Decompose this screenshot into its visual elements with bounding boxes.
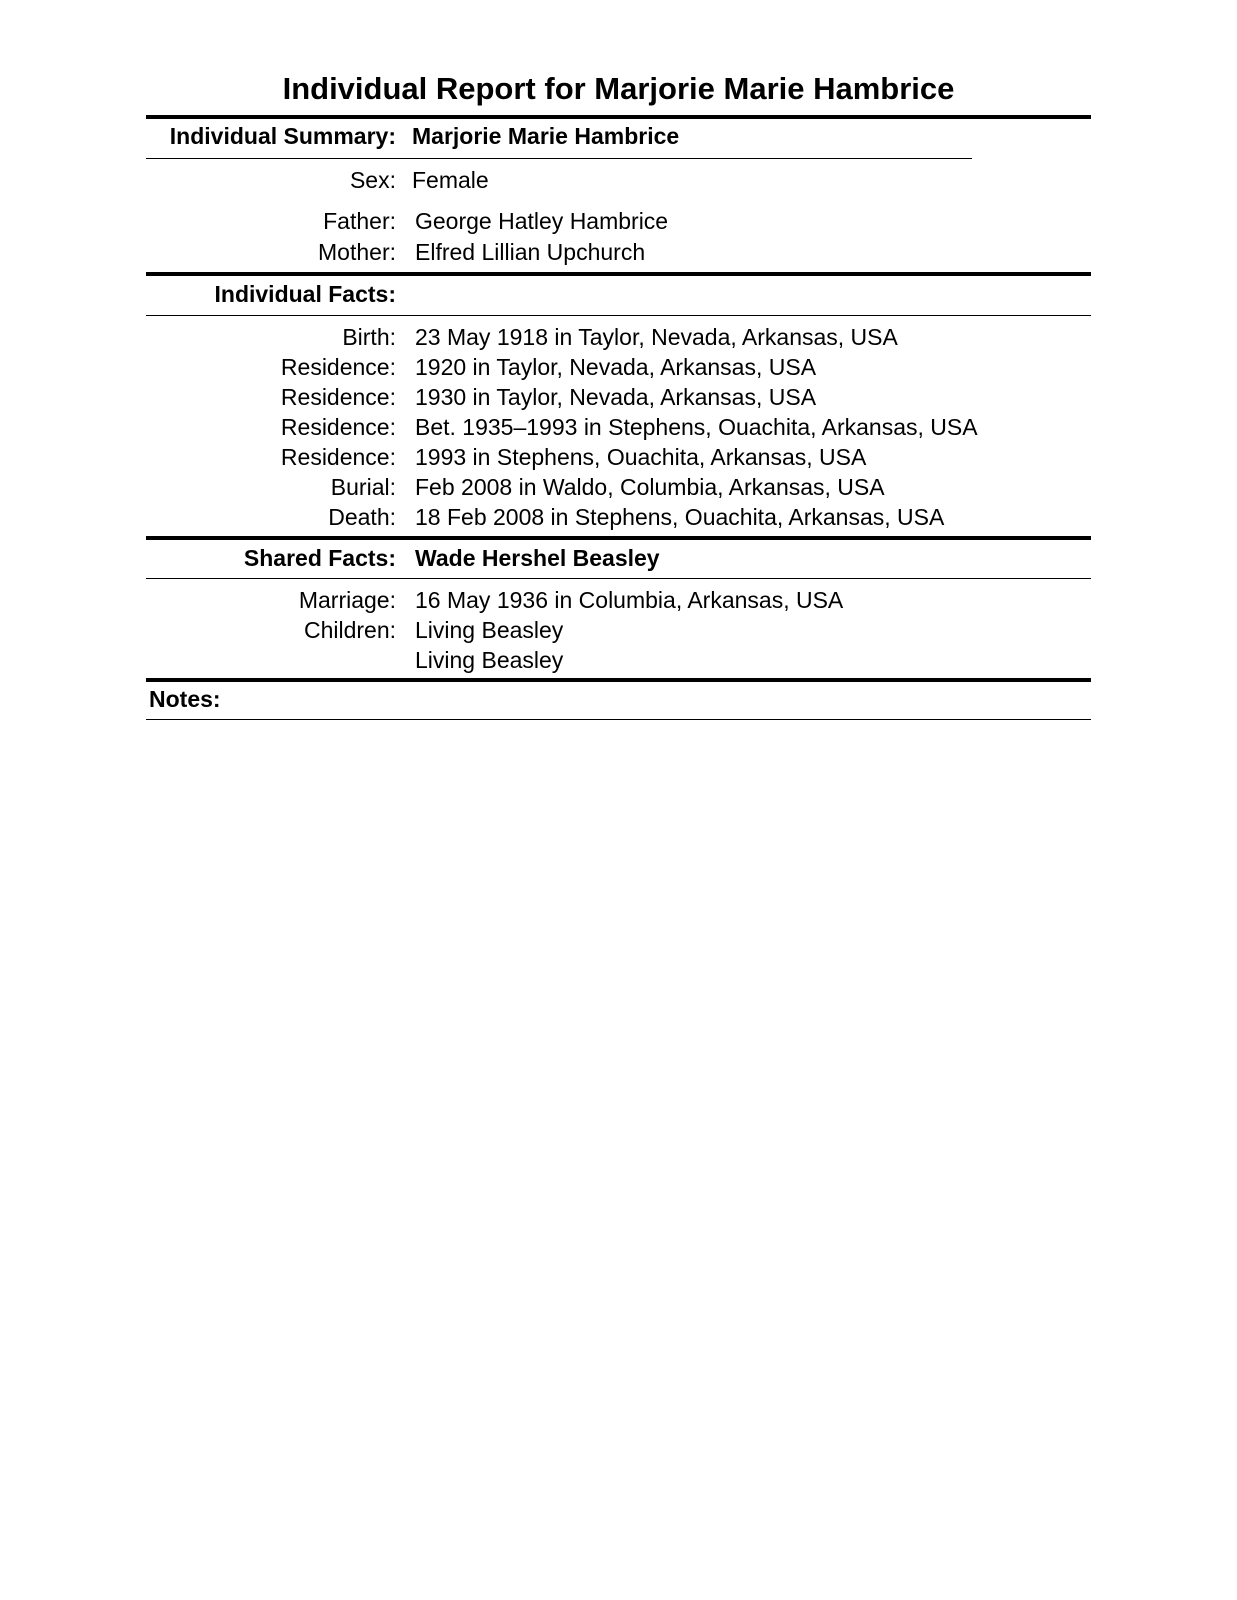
section-divider: [146, 678, 1091, 682]
father-row: [0, 206, 1237, 236]
notes-divider: [146, 719, 1091, 720]
summary-divider: [146, 158, 972, 159]
sex-label: Sex:: [349, 167, 396, 193]
fact-value: 1993 in Stephens, Ouachita, Arkansas, USA: [415, 444, 867, 470]
father-label: Father:: [323, 208, 396, 234]
fact-value: 23 May 1918 in Taylor, Nevada, Arkansas, USA: [415, 324, 898, 350]
mother-row: [0, 237, 1237, 267]
individual-facts-header: [0, 279, 1237, 309]
fact-row: [0, 352, 1237, 382]
notes-header: [0, 684, 1237, 714]
child-name: Living Beasley: [415, 647, 564, 673]
fact-value: Bet. 1935–1993 in Stephens, Ouachita, Arkansas, USA: [415, 414, 978, 440]
facts-divider: [146, 315, 1091, 316]
fact-row: [0, 412, 1237, 442]
father-value: George Hatley Hambrice: [415, 208, 669, 234]
fact-label: Residence:: [280, 414, 396, 440]
fact-label: Burial:: [330, 474, 396, 500]
shared-facts-divider: [146, 578, 1091, 579]
fact-label: Birth:: [342, 324, 396, 350]
individual-facts-label: Individual Facts:: [214, 281, 396, 307]
fact-row: [0, 472, 1237, 502]
summary-row: [0, 121, 1237, 151]
children-row: [0, 645, 1237, 675]
summary-label: Individual Summary:: [169, 123, 396, 149]
shared-facts-header: [0, 543, 1237, 573]
fact-row: [0, 442, 1237, 472]
summary-name: Marjorie Marie Hambrice: [412, 123, 680, 149]
shared-facts-label: Shared Facts:: [243, 545, 396, 571]
children-label: Children:: [303, 617, 396, 643]
mother-value: Elfred Lillian Upchurch: [415, 239, 646, 265]
sex-value: Female: [412, 167, 489, 193]
mother-label: Mother:: [318, 239, 396, 265]
fact-row: [0, 382, 1237, 412]
section-divider: [146, 272, 1091, 276]
fact-row: [0, 322, 1237, 352]
fact-label: Residence:: [280, 354, 396, 380]
fact-label: Death:: [328, 504, 396, 530]
fact-row: [0, 502, 1237, 532]
child-name: Living Beasley: [415, 617, 564, 643]
fact-label: Residence:: [280, 444, 396, 470]
report-title: Individual Report for Marjorie Marie Hambrice: [282, 71, 955, 106]
notes-label: Notes:: [149, 686, 221, 712]
fact-value: Feb 2008 in Waldo, Columbia, Arkansas, USA: [415, 474, 885, 500]
title-divider: [146, 115, 1091, 119]
fact-value: 1920 in Taylor, Nevada, Arkansas, USA: [415, 354, 817, 380]
fact-value: 1930 in Taylor, Nevada, Arkansas, USA: [415, 384, 817, 410]
spouse-name: Wade Hershel Beasley: [415, 545, 660, 571]
children-row: [0, 615, 1237, 645]
marriage-value: 16 May 1936 in Columbia, Arkansas, USA: [415, 587, 844, 613]
marriage-row: [0, 585, 1237, 615]
section-divider: [146, 536, 1091, 540]
fact-value: 18 Feb 2008 in Stephens, Ouachita, Arkansas, USA: [415, 504, 945, 530]
fact-label: Residence:: [280, 384, 396, 410]
sex-row: [0, 165, 1237, 195]
marriage-label: Marriage:: [298, 587, 396, 613]
